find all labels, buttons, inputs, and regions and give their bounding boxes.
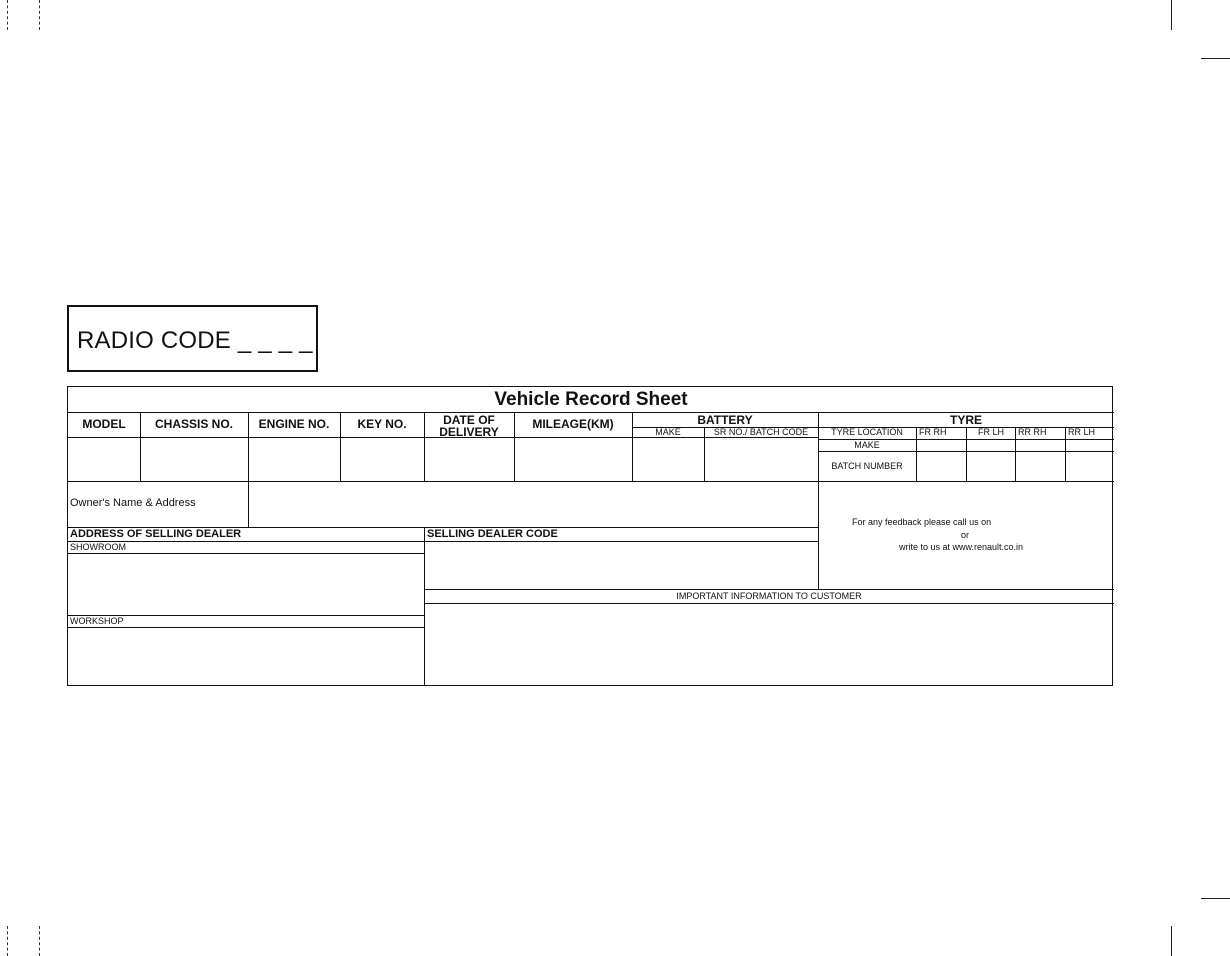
feedback-line3: write to us at www.renault.co.in bbox=[899, 542, 1024, 552]
col-chassis: CHASSIS NO. bbox=[154, 417, 233, 431]
col-model: MODEL bbox=[82, 417, 126, 431]
crop-mark bbox=[39, 0, 40, 30]
feedback-line1: For any feedback please call us on bbox=[852, 517, 992, 527]
showroom-label: SHOWROOM bbox=[70, 542, 126, 552]
crop-mark bbox=[1201, 58, 1230, 59]
tyre-make: MAKE bbox=[854, 440, 880, 450]
tyre-pos-fr-lh: FR LH bbox=[978, 427, 1005, 437]
tyre-pos-rr-lh: RR LH bbox=[1068, 427, 1096, 437]
sheet-title: Vehicle Record Sheet bbox=[494, 389, 688, 410]
battery-make: MAKE bbox=[655, 427, 681, 437]
important-info-label: IMPORTANT INFORMATION TO CUSTOMER bbox=[676, 591, 862, 601]
crop-mark bbox=[1201, 898, 1230, 899]
col-mileage: MILEAGE(KM) bbox=[532, 417, 614, 431]
crop-mark bbox=[7, 0, 8, 30]
tyre-header: TYRE bbox=[949, 413, 982, 427]
radio-code-label: RADIO CODE _ _ _ _ bbox=[77, 327, 313, 354]
crop-mark bbox=[7, 926, 8, 956]
dealer-code-label: SELLING DEALER CODE bbox=[427, 528, 558, 540]
vehicle-record-sheet bbox=[67, 386, 1113, 686]
col-date-line1: DATE OF bbox=[443, 413, 495, 427]
radio-code-box bbox=[67, 305, 318, 372]
tyre-batch: BATCH NUMBER bbox=[831, 461, 903, 471]
crop-mark bbox=[1171, 0, 1172, 30]
feedback-line2: or bbox=[961, 530, 970, 540]
crop-mark bbox=[1171, 926, 1172, 956]
col-engine: ENGINE NO. bbox=[258, 417, 330, 431]
workshop-label: WORKSHOP bbox=[70, 616, 124, 626]
tyre-pos-fr-rh: FR RH bbox=[919, 427, 947, 437]
battery-sr: SR NO./ BATCH CODE bbox=[713, 427, 809, 437]
owner-label: Owner's Name & Address bbox=[70, 497, 196, 509]
tyre-pos-rr-rh: RR RH bbox=[1018, 427, 1047, 437]
col-key: KEY NO. bbox=[357, 417, 407, 431]
battery-header: BATTERY bbox=[697, 413, 753, 427]
dealer-address-label: ADDRESS OF SELLING DEALER bbox=[70, 528, 242, 540]
tyre-location: TYRE LOCATION bbox=[831, 427, 903, 437]
col-date-line2: DELIVERY bbox=[439, 425, 499, 439]
crop-mark bbox=[39, 926, 40, 956]
